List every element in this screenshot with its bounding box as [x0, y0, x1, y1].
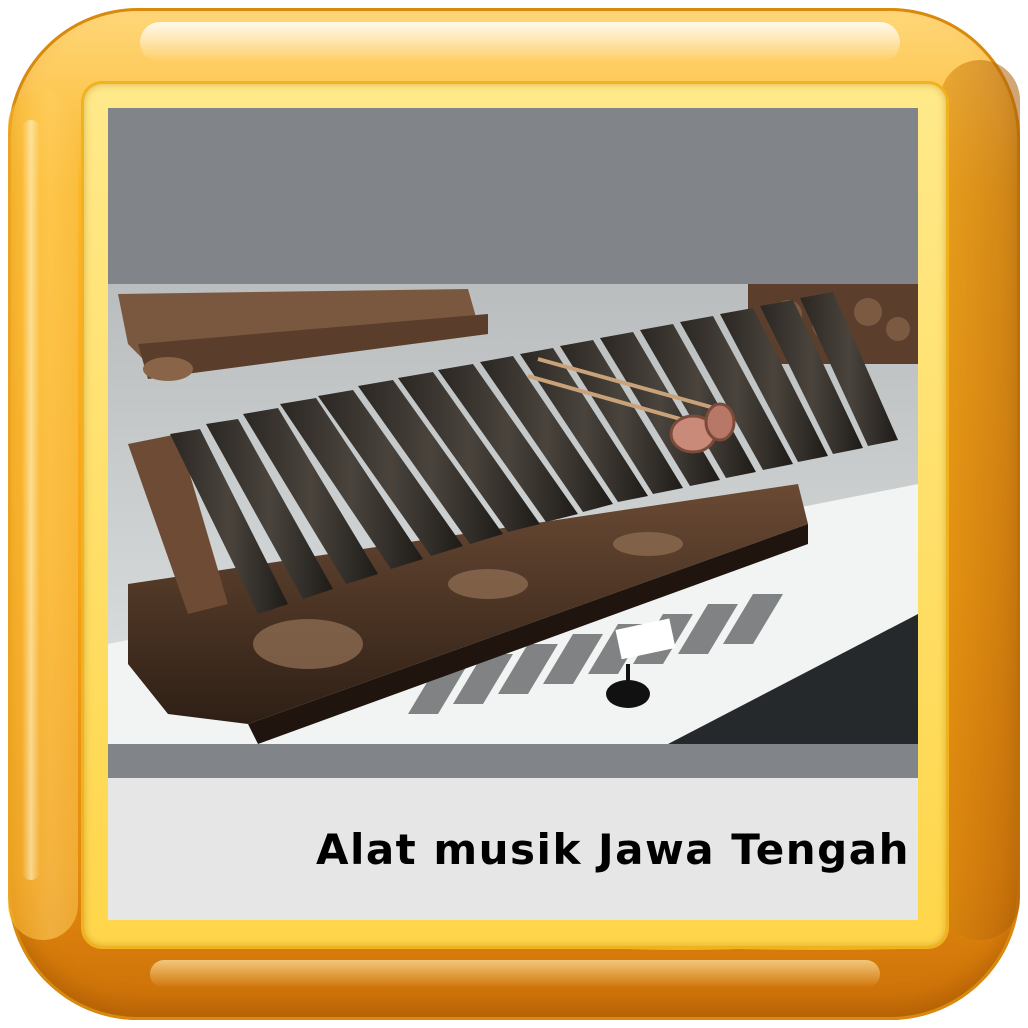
frame-right-shade — [940, 60, 1020, 940]
frame-bottom-highlight — [150, 960, 880, 988]
frame-left-shade — [8, 90, 78, 940]
gamelan-saron-icon — [108, 284, 918, 744]
caption-title: Alat musik Jawa Tengah — [315, 824, 910, 874]
frame-top-highlight — [140, 22, 900, 62]
frame-left-highlight — [22, 120, 40, 880]
top-bar — [108, 108, 918, 284]
bottom-bar — [108, 744, 918, 778]
screen — [108, 108, 918, 920]
